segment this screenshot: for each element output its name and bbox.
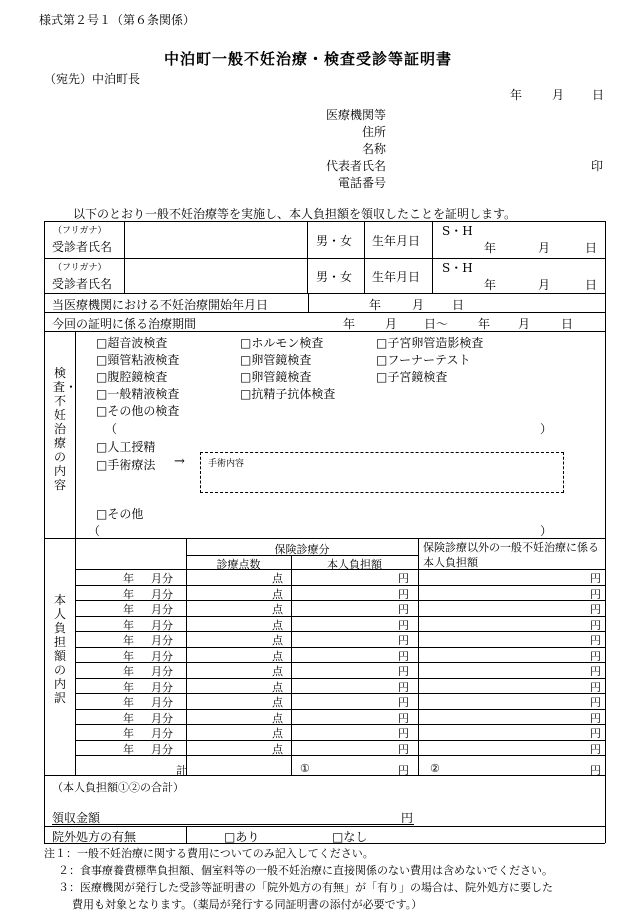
row-yen: 円	[398, 743, 409, 756]
issuer-representative: 代表者氏名	[325, 159, 386, 173]
seal-mark: 印	[591, 159, 604, 173]
row-month: 月分	[151, 712, 173, 725]
dob-month: 月	[538, 241, 551, 255]
row-yen-uninsured: 円	[590, 588, 601, 601]
row-points: 点	[272, 665, 283, 678]
row-yen-uninsured: 円	[590, 743, 601, 756]
row-year: 年	[123, 588, 134, 601]
row-month: 月分	[151, 619, 173, 632]
checkbox-item[interactable]: □一般精液検査	[96, 387, 180, 401]
row-yen: 円	[398, 634, 409, 647]
era-field: S・H	[442, 261, 473, 275]
burden-header: 本人負担額	[327, 558, 382, 571]
period-day-from: 日～	[424, 317, 449, 331]
surgery-details-box[interactable]	[200, 452, 564, 493]
row-points: 点	[272, 603, 283, 616]
outside-rx-label: 院外処方の有無	[52, 830, 137, 844]
points-header: 診療点数	[216, 558, 261, 571]
row-yen-uninsured: 円	[590, 650, 601, 663]
start-year: 年	[369, 298, 382, 312]
dob-day: 日	[585, 241, 598, 255]
issuer-name: 名称	[361, 142, 386, 156]
start-month: 月	[412, 298, 425, 312]
paren-open: （	[88, 524, 101, 538]
issuer-address: 住所	[361, 125, 386, 139]
checkbox-item[interactable]: □卵管鏡検査	[240, 353, 312, 367]
dob-month: 月	[538, 278, 551, 292]
row-yen-uninsured: 円	[590, 619, 601, 632]
row-points: 点	[272, 727, 283, 740]
paren-open: （	[105, 422, 118, 436]
checkbox-item[interactable]: □超音波検査	[96, 336, 168, 350]
total-yen-1: 円	[398, 764, 409, 777]
row-yen-uninsured: 円	[590, 681, 601, 694]
row-points: 点	[272, 743, 283, 756]
row-yen: 円	[398, 665, 409, 678]
row-month: 月分	[151, 696, 173, 709]
row-year: 年	[123, 727, 134, 740]
row-year: 年	[123, 619, 134, 632]
row-yen-uninsured: 円	[590, 696, 601, 709]
row-yen: 円	[398, 696, 409, 709]
dob-year: 年	[484, 241, 497, 255]
uninsured-header: 保険診療以外の一般不妊治療に係る本人負担額	[423, 541, 599, 569]
cost-side-label: 本人負担額の内訳	[53, 593, 66, 705]
total-label: 計	[176, 764, 187, 777]
row-month: 月分	[151, 665, 173, 678]
row-points: 点	[272, 572, 283, 585]
note-3-continued: 費用も対象となります。（薬局が発行する同証明書の添付が必要です。）	[72, 898, 423, 911]
issuer-phone: 電話番号	[337, 176, 386, 190]
sex-field: 男・女	[316, 270, 353, 284]
period-month-from: 月	[385, 317, 398, 331]
row-year: 年	[123, 603, 134, 616]
dob-label: 生年月日	[372, 234, 421, 248]
row-yen-uninsured: 円	[590, 727, 601, 740]
checkbox-item[interactable]: □子宮卵管造影検査	[376, 336, 484, 350]
row-year: 年	[123, 634, 134, 647]
checkbox-item[interactable]: □その他の検査	[96, 404, 180, 418]
row-yen: 円	[398, 712, 409, 725]
receipt-label: 領収金額	[52, 811, 101, 825]
row-yen: 円	[398, 681, 409, 694]
start-date-label: 当医療機関における不妊治療開始年月日	[52, 298, 269, 312]
row-yen-uninsured: 円	[590, 603, 601, 616]
row-yen-uninsured: 円	[590, 634, 601, 647]
row-month: 月分	[151, 572, 173, 585]
dob-label: 生年月日	[372, 270, 421, 284]
receipt-yen: 円	[401, 811, 414, 825]
row-month: 月分	[151, 650, 173, 663]
total-mark-1: ①	[300, 762, 310, 775]
row-points: 点	[272, 619, 283, 632]
row-yen: 円	[398, 619, 409, 632]
checkbox-item[interactable]: □卵管鏡検査	[240, 370, 312, 384]
checkbox-item[interactable]: □その他	[96, 507, 144, 521]
row-points: 点	[272, 634, 283, 647]
period-year-from: 年	[343, 317, 356, 331]
row-year: 年	[123, 681, 134, 694]
form-number: 様式第２号１（第６条関係）	[39, 13, 196, 27]
statement: 以下のとおり一般不妊治療等を実施し、本人負担額を領収したことを証明します。	[73, 207, 517, 221]
outside-rx-yes[interactable]: □あり	[224, 830, 260, 844]
issuer-institution: 医療機関等	[325, 108, 386, 122]
row-month: 月分	[151, 634, 173, 647]
row-points: 点	[272, 588, 283, 601]
checkbox-item[interactable]: □抗精子抗体検査	[240, 387, 336, 401]
row-month: 月分	[151, 743, 173, 756]
row-year: 年	[123, 650, 134, 663]
row-yen: 円	[398, 588, 409, 601]
checkbox-item[interactable]: □子宮鏡検査	[376, 370, 448, 384]
insured-header: 保険診療分	[274, 543, 330, 556]
furigana-label: （フリガナ）	[53, 263, 107, 273]
row-month: 月分	[151, 603, 173, 616]
checkbox-item[interactable]: □フーナーテスト	[376, 353, 471, 367]
patient-name-label: 受診者氏名	[52, 240, 113, 254]
note-1: 注１：一般不妊治療に関する費用についてのみ記入してください。	[44, 847, 374, 860]
row-year: 年	[123, 665, 134, 678]
row-month: 月分	[151, 727, 173, 740]
dob-year: 年	[484, 278, 497, 292]
row-yen: 円	[398, 603, 409, 616]
row-points: 点	[272, 650, 283, 663]
patient-name-label: 受診者氏名	[52, 277, 113, 291]
total-mark-2: ②	[430, 762, 440, 775]
checkbox-item[interactable]: □ホルモン検査	[240, 336, 324, 350]
arrow-icon: →	[174, 454, 185, 469]
row-year: 年	[123, 743, 134, 756]
row-year: 年	[123, 696, 134, 709]
row-yen: 円	[398, 727, 409, 740]
addressee: （宛先）中泊町長	[44, 72, 141, 86]
row-yen: 円	[398, 572, 409, 585]
paren-close: ）	[540, 524, 553, 538]
note-2: ２：食事療養費標準負担額、個室料等の一般不妊治療に直接関係のない費用は含めないでください。	[58, 864, 553, 877]
note-3: ３：医療機関が発行した受診等証明書の「院外処方の有無」が「有り」の場合は、院外処方に要した	[58, 881, 553, 894]
date-year: 年	[510, 88, 523, 102]
row-yen-uninsured: 円	[590, 572, 601, 585]
checkbox-item[interactable]: □人工授精	[96, 440, 156, 454]
paren-close: ）	[540, 422, 553, 436]
period-month-to: 月	[518, 317, 531, 331]
period-year-to: 年	[478, 317, 491, 331]
checkbox-item[interactable]: □手術療法	[96, 458, 156, 472]
era-field: S・H	[442, 224, 473, 238]
row-year: 年	[123, 572, 134, 585]
row-month: 月分	[151, 681, 173, 694]
dob-day: 日	[585, 278, 598, 292]
row-month: 月分	[151, 588, 173, 601]
surgery-box-label: 手術内容	[208, 459, 245, 469]
row-points: 点	[272, 696, 283, 709]
row-yen-uninsured: 円	[590, 712, 601, 725]
date-day: 日	[592, 88, 605, 102]
outside-rx-no[interactable]: □なし	[332, 830, 368, 844]
checkbox-item[interactable]: □頸管粘液検査	[96, 353, 180, 367]
total-yen-2: 円	[590, 764, 601, 777]
row-year: 年	[123, 712, 134, 725]
receipt-note: （本人負担額①②の合計）	[52, 781, 184, 794]
page-title: 中泊町一般不妊治療・検査受診等証明書	[164, 50, 453, 68]
row-yen: 円	[398, 650, 409, 663]
start-day: 日	[452, 298, 465, 312]
period-label: 今回の証明に係る治療期間	[52, 317, 197, 331]
row-points: 点	[272, 712, 283, 725]
furigana-label: （フリガナ）	[53, 226, 107, 236]
checkbox-item[interactable]: □腹腔鏡検査	[96, 370, 168, 384]
treatment-side-label: 検査・不妊治療の内容	[53, 366, 78, 492]
sex-field: 男・女	[316, 234, 353, 248]
row-points: 点	[272, 681, 283, 694]
period-day-to: 日	[561, 317, 574, 331]
date-month: 月	[552, 88, 565, 102]
row-yen-uninsured: 円	[590, 665, 601, 678]
